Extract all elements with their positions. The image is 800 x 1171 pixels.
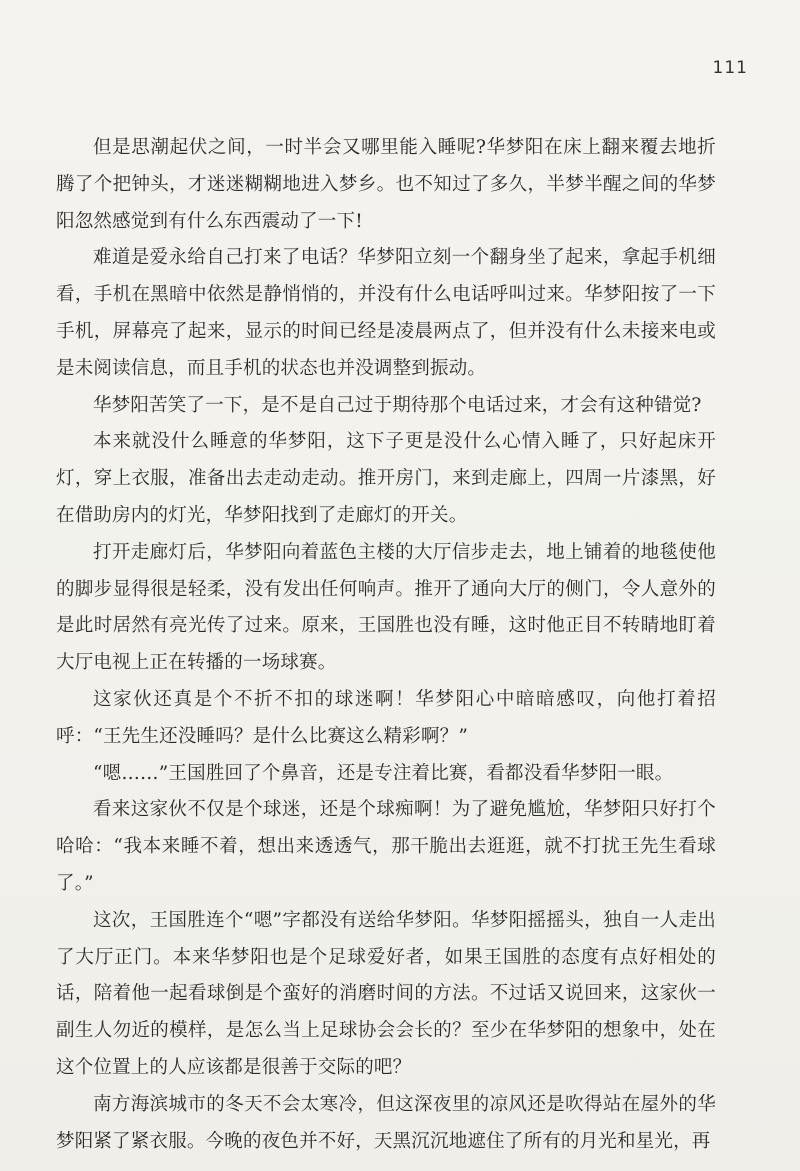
paragraph-9: 这次，王国胜连个“嗯”字都没有送给华梦阳。华梦阳摇摇头，独自一人走出了大厅正门。本来华梦阳也是个足球爱好者，如果王国胜的态度有点好相处的话，陪着他一起看球倒是个蛮好的消磨时间的方法。不过话又说回来，这家伙一副生人勿近的模样，是怎么当上足球协会会长的？至少在华梦阳的想象中，处在这个位置上的人应该都是很善于交际的吧？ (56, 909, 716, 1078)
paragraph-8: 看来这家伙不仅是个球迷，还是个球痴啊！为了避免尴尬，华梦阳只好打个哈哈：“我本来睡不着，想出来透透气，那干脆出去逛逛，就不打扰王先生看球了。” (56, 799, 716, 894)
paragraph-3: 华梦阳苦笑了一下，是不是自己过于期待那个电话过来，才会有这种错觉? (93, 394, 702, 416)
paragraph-5: 打开走廊灯后，华梦阳向着蓝色主楼的大厅信步走去，地上铺着的地毯使他的脚步显得很是轻柔，没有发出任何响声。推开了通向大厅的侧门，令人意外的是此时居然有亮光传了过来。原来，王国胜也没有睡，这时他正目不转睛地盯着大厅电视上正在转播的一场球赛。 (56, 541, 716, 674)
paragraph-7: “嗯……”王国胜回了个鼻音，还是专注着比赛，看都没看华梦阳一眼。 (93, 762, 674, 784)
paragraph-10: 南方海滨城市的冬天不会太寒冷，但这深夜里的凉风还是吹得站在屋外的华梦阳紧了紧衣服。今晚的夜色并不好，天黑沉沉地遮住了所有的月光和星光，再 (56, 1093, 716, 1152)
page-number: 111 (712, 58, 748, 78)
paragraph-4: 本来就没什么睡意的华梦阳，这下子更是没什么心情入睡了，只好起床开灯，穿上衣服，准备出去走动走动。推开房门，来到走廊上，四周一片漆黑，好在借助房内的灯光，华梦阳找到了走廊灯的开关。 (56, 431, 716, 526)
paragraph-1: 但是思潮起伏之间，一时半会又哪里能入睡呢?华梦阳在床上翻来覆去地折腾了个把钟头，才迷迷糊糊地进入梦乡。也不知过了多久，半梦半醒之间的华梦阳忽然感觉到有什么东西震动了一下! (56, 137, 716, 232)
paragraph-6: 这家伙还真是个不折不扣的球迷啊！华梦阳心中暗暗感叹，向他打着招呼：“王先生还没睡吗？是什么比赛这么精彩啊？” (56, 688, 716, 747)
paragraph-2: 难道是爱永给自己打来了电话？华梦阳立刻一个翻身坐了起来，拿起手机细看，手机在黑暗中依然是静悄悄的，并没有什么电话呼叫过来。华梦阳按了一下手机，屏幕亮了起来，显示的时间已经是凌晨两点了，但并没有什么未接来电或是未阅读信息，而且手机的状态也并没调整到振动。 (56, 247, 716, 379)
body-text (56, 130, 716, 1160)
